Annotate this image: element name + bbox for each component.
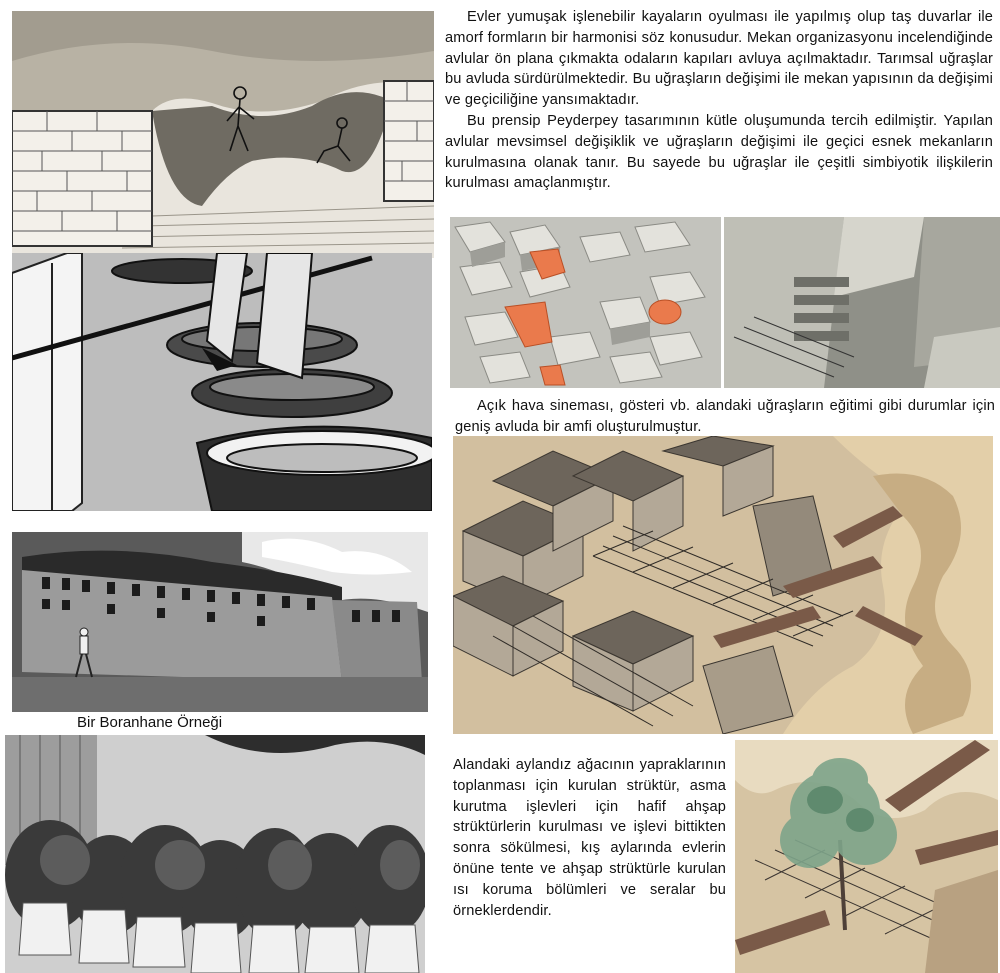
cave-sketch-image	[12, 11, 434, 258]
tyre-steps-photo	[12, 253, 432, 511]
tree-structure-render	[735, 740, 998, 973]
paragraph-1: Evler yumuşak işlenebilir kayaların oyulması ile yapılmış olup taş duvarlar ile amorf formların bir harmonisi söz konusudur. Mekan organizasyonu incelendiğinde avlular ön plana çıkmakta odaların kapıları avluya açılmaktadır. Tarımsal uğraşlar bu avluda sürdürülmektedir. Bu uğraşların değişimi ile mekan yapısının da değişimi ve geçiciliğine yansımaktadır.	[445, 9, 993, 109]
boranhane-caption: Bir Boranhane Örneği	[77, 714, 223, 731]
paragraph-4: Alandaki aylandız ağacının yapraklarının toplanması için kurulan strüktür, asma kurutma işlevleri için hafif ahşap strüktürlerin kurulması ve işlevi bittikten sonra sökülmesi, kış aylarında evlerin önüne tente ve ahşap strüktürle kurulan ısı koruma bölümleri ve seralar bu örneklerdendir.	[453, 757, 726, 919]
site-render-steps	[724, 217, 1000, 388]
structure-text	[453, 755, 726, 921]
paragraph-2: Bu prensip Peyderpey tasarımının kütle oluşumunda tercih edilmiştir. Yapılan avlular mevsimsel değişiklik ve uğraşların değişimi ile geçici esnek mekanların kurulmasına olanak tanır. Bu sayede bu uğraşlar ile çeşitli simbiyotik ilişkilerin kurulması amaçlanmıştır.	[445, 112, 993, 192]
paragraph-3: Açık hava sineması, gösteri vb. alandaki uğraşların eğitimi gibi durumlar için geniş avluda bir amfi oluşturulmuştur.	[455, 398, 995, 435]
plants-sacks-photo	[5, 735, 425, 973]
intro-text	[445, 7, 993, 194]
site-render-aerial	[450, 217, 721, 388]
boranhane-photo	[12, 532, 428, 712]
amphi-text	[455, 396, 995, 438]
amphitheatre-render	[453, 436, 993, 734]
